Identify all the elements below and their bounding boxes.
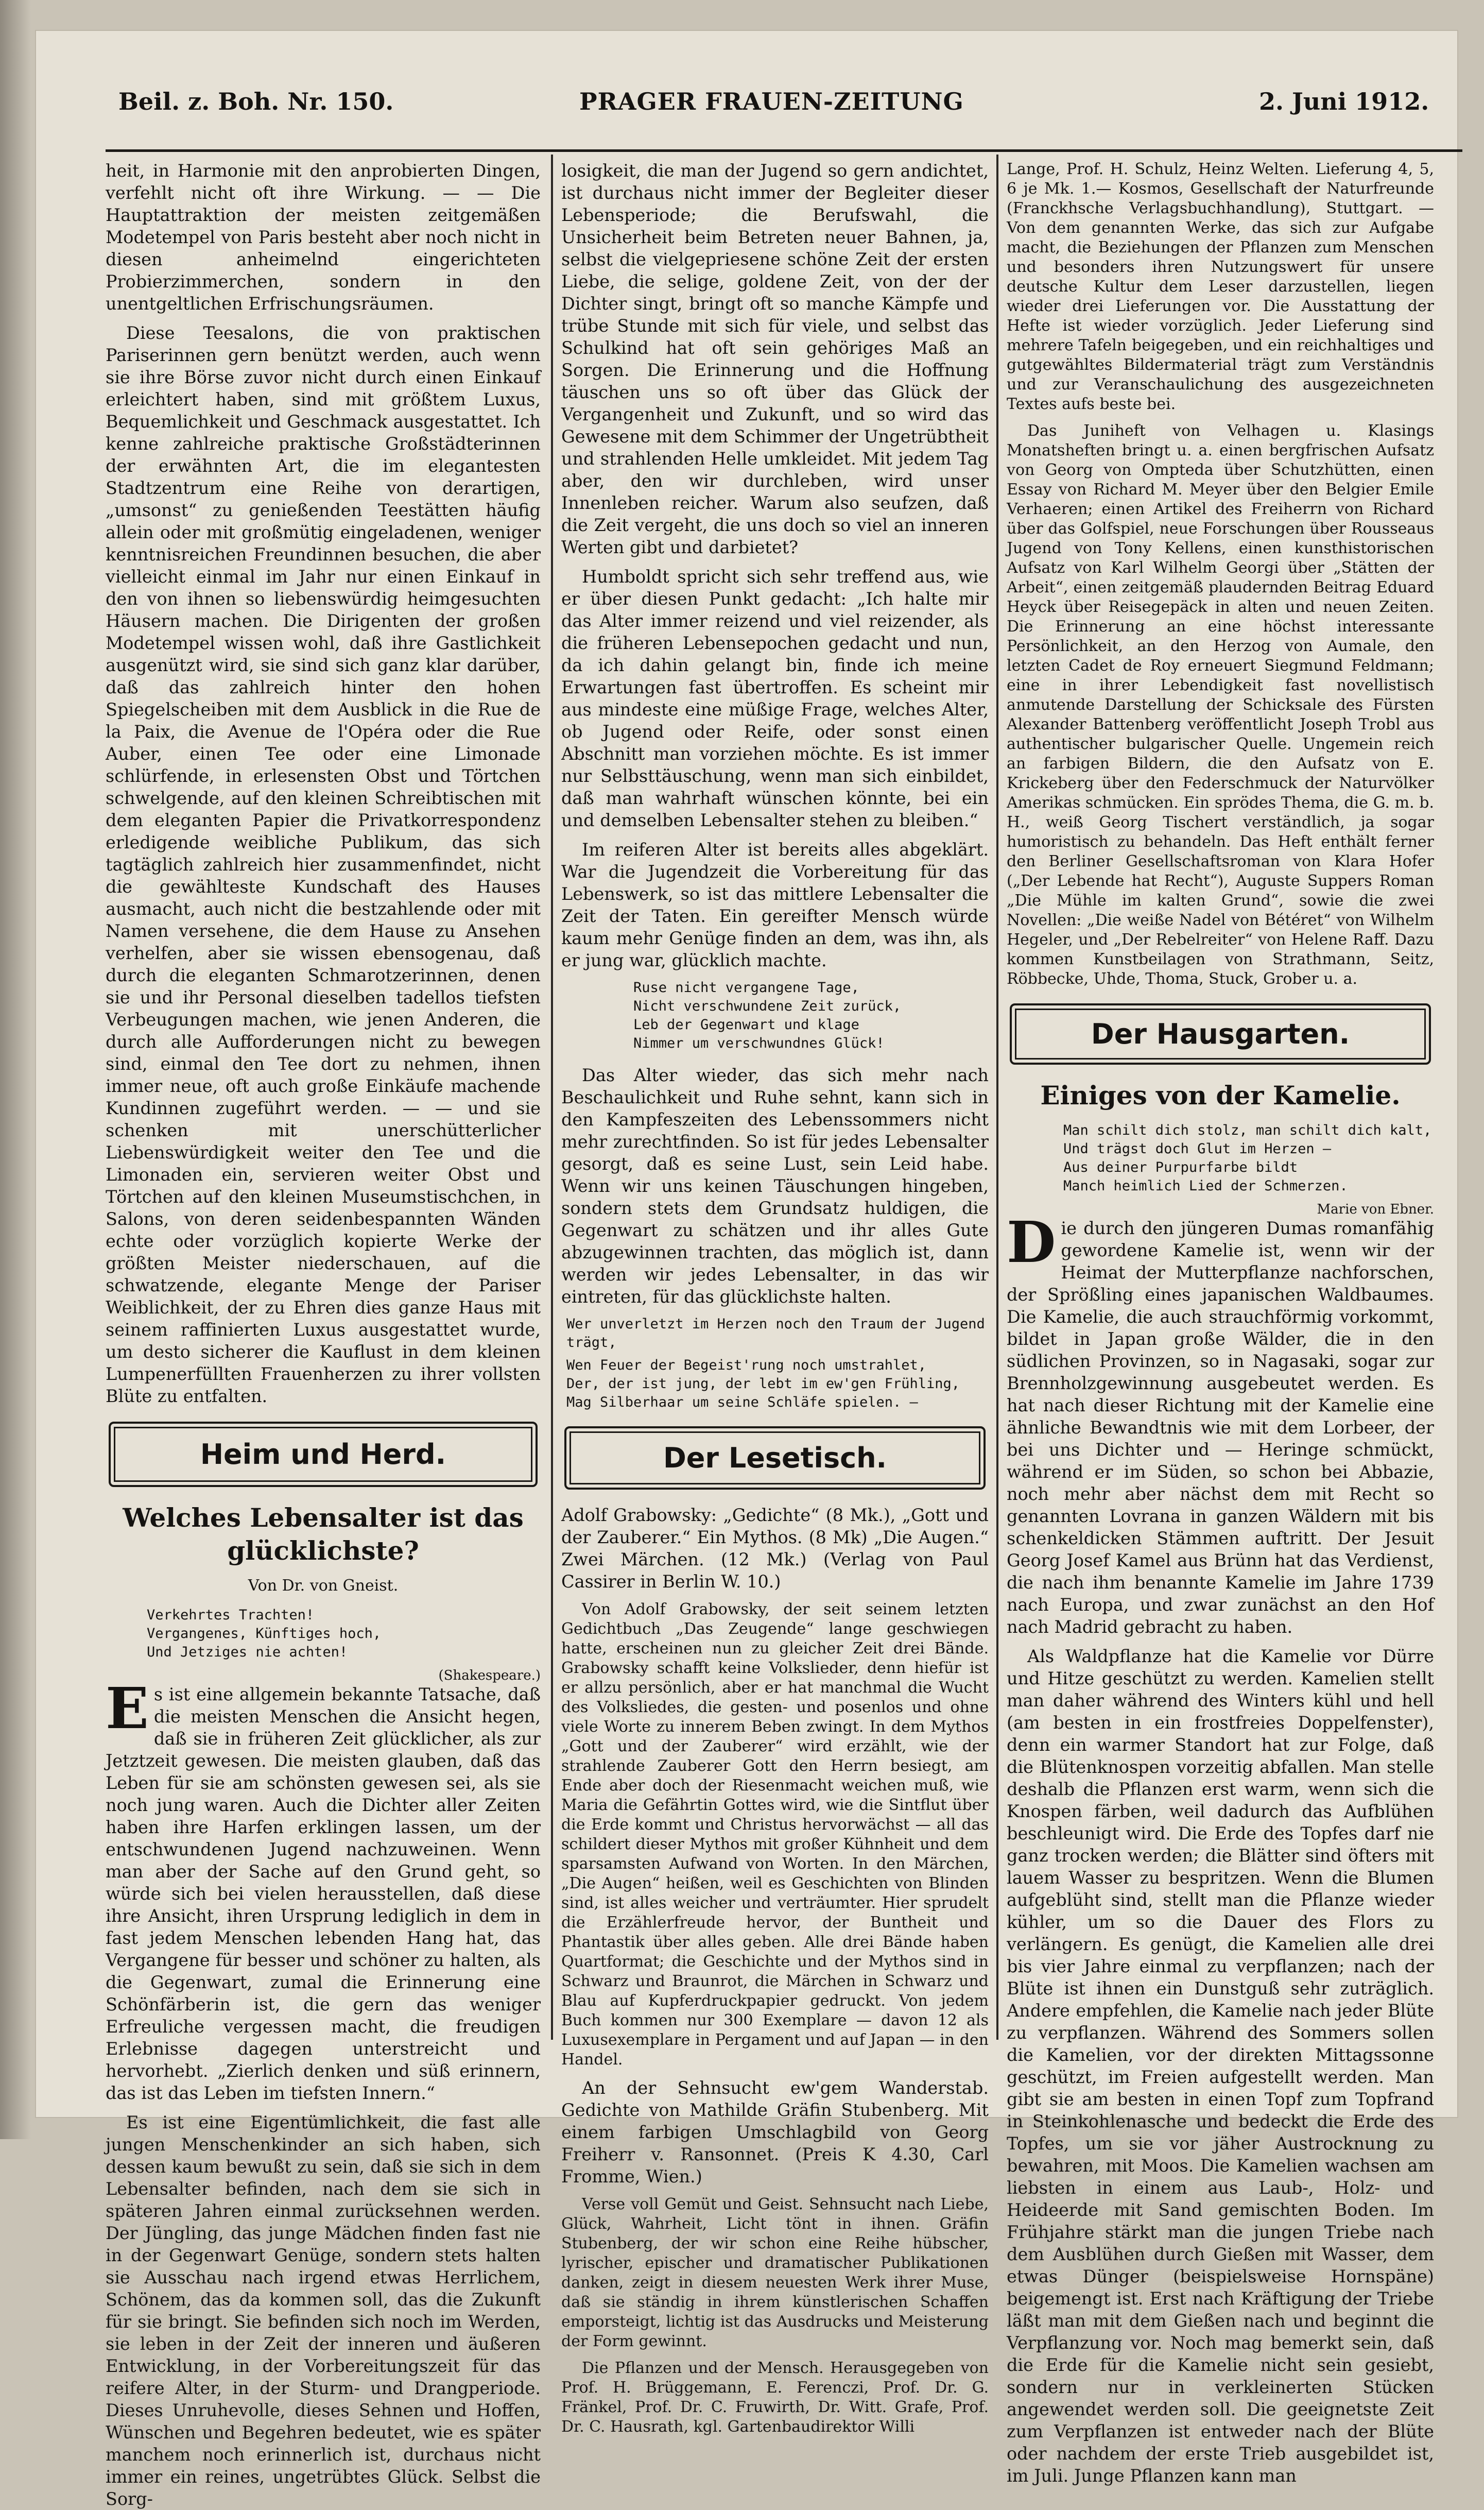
drop-cap: D bbox=[1007, 1209, 1056, 1275]
paragraph: Das Alter wieder, das sich mehr nach Beschaulichkeit und Ruhe sehnt, kann sich in den Kampfeszeiten des Lebenssommers nicht mehr zurechtfinden. So ist für jedes Lebensalter gesorgt, daß es seine Lust, sein Leid habe. Wenn wir uns keinen Täuschungen hingeben, sondern stets dem Grundsatz huldigen, die Gegenwart zu schätzen und ihr alles Gute abzugewinnen trachten, das möglich ist, dann werden wir jedes Lebensalter, in das wir eintreten, für das glücklichste halten. bbox=[561, 1065, 989, 1307]
section-heading-der-hausgarten: Der Hausgarten. bbox=[1010, 1003, 1431, 1065]
column-2 bbox=[561, 160, 989, 2436]
paragraph: Im reiferen Alter ist bereits alles abgeklärt. War die Jugendzeit die Vorbereitung für das Lebenswerk, so ist das mittlere Lebensalter die Zeit der Taten. Ein gereifter Mensch würde kaum mehr Genüge finden an dem, was ihn, als er jung war, glücklich machte. bbox=[561, 840, 989, 970]
paragraph: Die Pflanzen und der Mensch. Herausgegeben von Prof. H. Brüggemann, E. Ferenczi, Prof. Dr. G. Fränkel, Prof. Dr. C. Fruwirth, Dr. Witt. Grafe, Prof. Dr. C. Hausrath, kgl. Gartenbaudirektor Willi bbox=[561, 2359, 989, 2436]
epigraph-source: Marie von Ebner. bbox=[1317, 1202, 1434, 1217]
paragraph: Von Adolf Grabowsky, der seit seinem letzten Gedichtbuch „Das Zeugende“ lange geschwiegen hatte, erscheinen nun zu gleicher Zeit drei Bände. Grabowsky schafft keine Volkslieder, denn hiefür ist er allzu persönlich, aber er hat manchmal die Wucht des Volksliedes, die gesten- und posenlos und ohne viele Worte zu innerem Beben zwingt. In dem Mythos „Gott und der Zauberer“ wird erzählt, wie der strahlende Zauberer Gott den Herrn besiegt, am Ende aber doch der Riesenmacht weichen muß, wie Maria die Gefährtin Gottes wird, wie die Sintflut über die Erde kommt und Christus hervorwächst — all das schildert dieser Mythos mit großer Kühnheit und dem sparsamsten Aufwand von Worten. In den Märchen, „Die Augen“ heißen, weil es Geschichten von Blinden sind, ist alles weicher und verträumter. Hier sprudelt die Erzählerfreude hervor, der Buntheit und Phantastik über alles geben. Alle drei Bände haben Quartformat; die Geschichte und der Mythos sind in Schwarz und Braunrot, die Märchen in Schwarz und Blau auf Kupferdruckpapier gedruckt. Von jedem Buch kommen nur 300 Exemplare — davon 12 als Luxusexemplare in Pergament und auf Japan — in den Handel. bbox=[561, 1600, 989, 2069]
column-3 bbox=[1007, 160, 1434, 2486]
paragraph: heit, in Harmonie mit den anprobierten Dingen, verfehlt nicht oft ihre Wirkung. — — Die Hauptattraktion der meisten zeitgemäßen Modetempel von Paris besteht aber noch nicht in diesen anheimelnd eingerichteten Probierzimmerchen, sondern in den unentgeltlichen Erfrischungsräumen. bbox=[106, 161, 541, 314]
article-title: Einiges von der Kamelie. bbox=[1040, 1080, 1401, 1111]
epigraph-source: (Shakespeare.) bbox=[438, 1668, 541, 1683]
column-divider bbox=[996, 155, 998, 2040]
page-header bbox=[106, 88, 1460, 124]
section-heading-der-lesetisch: Der Lesetisch. bbox=[564, 1426, 986, 1490]
paragraph: Es ist eine Eigentümlichkeit, die fast alle jungen Menschenkinder an sich haben, sich dessen kaum bewußt zu sein, daß sie sich in dem Lebensalter befinden, nach dem sie sich in späteren Jahren einmal zurücksehnen werden. Der Jüngling, das junge Mädchen finden fast nie in der Gegenwart Genüge, sondern stets halten sie Ausschau nach irgend etwas Herrlichem, Schönem, das da kommen soll, das die Zukunft für sie bringt. Sie befinden sich noch im Werden, sie leben in der Zeit der inneren und äußeren Entwicklung, in der Vorbereitungszeit für das reifere Alter, in der Sturm- und Drangperiode. Dieses Unruhevolle, dieses Sehnen und Hoffen, Wünschen und Begehren bedeutet, wie es später manchem noch erinnerlich ist, durchaus nicht immer ein reines, ungetrübtes Glück. Selbst die Sorg- bbox=[106, 2112, 541, 2509]
article-byline: Von Dr. von Gneist. bbox=[248, 1577, 399, 1595]
epigraph: Man schilt dich stolz, man schilt dich kalt, Und trägst doch Glut im Herzen — Aus deiner Purpurfarbe bildt Manch heimlich Lied der Schmerzen. bbox=[1063, 1122, 1432, 1194]
scan-margin bbox=[0, 0, 31, 2139]
paragraph: ie durch den jüngeren Dumas romanfähig gewordene Kamelie ist, wenn wir der Heimat der Mutterpflanze nachforschen, der Sprößling eines japanischen Waldbaumes. Die Kamelie, die auch strauchförmig vorkommt, bildet in Japan große Wälder, die in den südlichen Provinzen, so in Nagasaki, sogar zur Brennholzgewinnung ausgebeutet werden. Es hat nach dieser Richtung mit der Kamelie eine ähnliche Bewandtnis wie mit dem Lorbeer, der bei uns Dichter und — Heringe schmückt, während er im Süden, so schon bei Abbazie, noch mehr aber nächst dem mit Recht so genannten Lovrana in ganzen Wäldern mit bis schenkeldicken Stämmen auftritt. Der Jesuit Georg Josef Kamel aus Brünn hat das Verdienst, die nach ihm benannte Kamelie im Jahre 1739 nach Europa, und zwar zunächst an den Hof nach Madrid gebracht zu haben. bbox=[1007, 1218, 1434, 1637]
paragraph: Lange, Prof. H. Schulz, Heinz Welten. Lieferung 4, 5, 6 je Mk. 1.— Kosmos, Gesellschaft der Naturfreunde (Franckhsche Verlagsbuchhandlung), Stuttgart. — Von dem genannten Werke, das sich zur Aufgabe macht, die Beziehungen der Pflanzen zum Menschen und besonders ihren Nutzungswert für unsere deutsche Kultur dem Leser darzustellen, liegen wieder drei Lieferungen vor. Die Ausstattung der Hefte ist wieder vorzüglich. Jeder Lieferung sind mehrere Tafeln beigegeben, und ein reichhaltiges und gutgewähltes Bildermaterial trägt zum Verständnis und zur Veranschaulichung des ausgezeichneten Textes aufs beste bei. bbox=[1007, 160, 1434, 413]
column-divider bbox=[551, 155, 553, 2040]
drop-cap: E bbox=[106, 1675, 149, 1741]
epigraph: Verkehrtes Trachten! Vergangenes, Künftiges hoch, Und Jetziges nie achten! bbox=[147, 1607, 382, 1660]
verse: Ruse nicht vergangene Tage, Nicht verschwundene Zeit zurück, Leb der Gegenwart und klage Nimmer um verschwundnes Glück! bbox=[633, 980, 902, 1051]
paragraph: Adolf Grabowsky: „Gedichte“ (8 Mk.), „Gott und der Zauberer.“ Ein Mythos. (8 Mk) „Die Augen.“ Zwei Märchen. (12 Mk.) (Verlag von Paul Cassirer in Berlin W. 10.) bbox=[561, 1505, 989, 1592]
paragraph: Humboldt spricht sich sehr treffend aus, wie er über diesen Punkt gedacht: „Ich halte mir das Alter immer reizend und viel reizender, als die früheren Lebensepochen gedacht und nun, da ich dahin gelangt bin, finde ich meine Erwartungen fast übertroffen. Es scheint mir aus mindeste eine müßige Frage, welches Alter, ob Jugend oder Reife, oder sonst einen Abschnitt man vorziehen möchte. Es ist immer nur Selbsttäuschung, wenn man sich einbildet, daß man wahrhaft wünschen könnte, bei ein und demselben Lebensalter stehen zu bleiben.“ bbox=[561, 567, 989, 830]
paragraph: losigkeit, die man der Jugend so gern andichtet, ist durchaus nicht immer der Begleiter dieser Lebensperiode; die Berufswahl, die Unsicherheit beim Betreten neuer Bahnen, ja, selbst die vielgepriesene schöne Zeit der ersten Liebe, die selige, goldene Zeit, von der der Dichter singt, bringt oft so manche Kämpfe und trübe Stunde mit sich für viele, und selbst das Schulkind hat oft sein gehöriges Maß an Sorgen. Die Erinnerung und die Hoffnung täuschen uns so oft über das Glück der Vergangenheit und Zukunft, und so wird das Gewesene mit dem Schimmer der Ungetrübtheit und strahlenden Helle umkleidet. Mit jedem Tag aber, den wir durchleben, wird unser Innenleben reicher. Warum also seufzen, daß die Zeit vergeht, die uns doch so viel an inneren Werten gibt und darbietet? bbox=[561, 161, 989, 557]
paragraph: Als Waldpflanze hat die Kamelie vor Dürre und Hitze geschützt zu werden. Kamelien stellt man daher während des Winters kühl und hell (am besten in ein frostfreies Doppelfenster), denn ein warmer Standort hat zur Folge, daß die Blütenknospen vorzeitig abfallen. Man stelle deshalb die Pflanzen erst warm, wenn sich die Knospen färben, weil dadurch das Aufblühen beschleunigt wird. Die Erde des Topfes darf nie ganz trocken werden; die Blätter sind öfters mit lauem Wasser zu bespritzen. Wenn die Blumen aufgeblüht sind, stellt man die Pflanze wieder kühler, um so die Dauer des Flors zu verlängern. Es genügt, die Kamelien alle drei bis vier Jahre einmal zu verpflanzen; nach der Blüte ist ihnen ein Dunstguß sehr zuträglich. Andere empfehlen, die Kamelie nach jeder Blüte zu verpflanzen. Während des Sommers sollen die Kamelien, vor der direkten Mittagssonne geschützt, im Freien aufgestellt werden. Man gibt sie am besten in einen Topf zum Topfrand in Steinkohlenasche und bedeckt die Erde des Topfes, um sie vor jäher Austrocknung zu bewahren, mit Moos. Die Kamelien wachsen am liebsten in einem aus Laub-, Holz- und Heideerde mit Sand gemischten Boden. Im Frühjahre stärkt man die jungen Triebe nach dem Ausblühen durch Gießen mit Wasser, dem etwas Dünger (beispielsweise Hornspäne) beigemengt ist. Erst nach Kräftigung der Triebe läßt man mit dem Gießen nach und beginnt die Verpflanzung vor. Noch mag bemerkt sein, daß die Erde für die Kamelie nicht sein gesiebt, sondern nur in verkleinerten Stücken angewendet werden soll. Die geeignetste Zeit zum Verpflanzen ist entweder nach der Blüte oder nachdem der erste Trieb ausgebildet ist, im Juli. Junge Pflanzen kann man bbox=[1007, 1646, 1434, 2486]
section-heading-heim-und-herd: Heim und Herd. bbox=[109, 1422, 538, 1487]
paragraph: s ist eine allgemein bekannte Tatsache, daß die meisten Menschen die Ansicht hegen, daß sie in früheren Zeit glücklicher, als zur Jetztzeit gewesen. Die meisten glauben, daß das Leben für sie am schönsten gewesen sei, als sie noch jung waren. Auch die Dichter aller Zeiten haben ihre Harfen erklingen lassen, um der entschwundenen Jugend nachzuweinen. Wenn man aber der Sache auf den Grund geht, so würde sich bei vielen herausstellen, daß diese ihre Ansicht, ihren Ursprung lediglich in dem in fast jedem Menschen lebenden Hang hat, das Vergangene für besser und schöner zu halten, als die Gegenwart, zumal die Erinnerung eine Schönfärberin ist, die gern das weniger Erfreuliche vergessen macht, die freudigen Erlebnisse dagegen unterstreicht und hervorhebt. „Zierlich denken und süß erinnern, das ist das Leben im tiefsten Innern.“ bbox=[106, 1684, 541, 2103]
header-issue: Beil. z. Boh. Nr. 150. bbox=[118, 88, 394, 115]
header-date: 2. Juni 1912. bbox=[1259, 88, 1429, 115]
header-masthead: PRAGER FRAUEN-ZEITUNG bbox=[579, 88, 964, 115]
article-title: Welches Lebensalter ist das glücklichste? bbox=[123, 1502, 524, 1566]
verse: Wen Feuer der Begeist'rung noch umstrahlet, Der, der ist jung, der lebt im ew'gen Frühling, Mag Silberhaar um seine Schläfe spielen. — bbox=[566, 1357, 960, 1410]
paragraph: Diese Teesalons, die von praktischen Pariserinnen gern benützt werden, auch wenn sie ihre Börse zuvor nicht durch einen Einkauf erleichtert haben, sind mit größtem Luxus, Bequemlichkeit und Geschmack ausgestattet. Ich kenne zahlreiche praktische Großstädterinnen der erwähnten Art, die im elegantesten Stadtzentrum eine Reihe von derartigen, „umsonst“ zu genießenden Teestätten häufig allein oder mit großmütig eingeladenen, weniger kenntnisreichen Freundinnen besuchen, die aber vielleicht einmal im Jahr nur einen Einkauf in den von ihnen so liebenswürdig heimgesuchten Häusern machen. Die Dirigenten der großen Modetempel wissen wohl, daß ihre Gastlichkeit ausgenützt wird, sie sind sich ganz klar darüber, daß das zahlreich hinter den hohen Spiegelscheiben mit dem Ausblick in die Rue de la Paix, die Avenue de l'Opéra oder die Rue Auber, einen Tee oder eine Limonade schlürfende, in erlesensten Obst und Törtchen schwelgende, auf den kleinen Schreibtischen mit dem eleganten Papier die Privatkorrespondenz erledigende weibliche Publikum, das sich tagtäglich zahlreich hier zusammenfindet, nicht die gewählteste Kundschaft des Hauses ausmacht, auch nicht die bestzahlende oder mit Namen versehene, die dem Hause zu Ansehen verhelfen, aber sie wissen ebensogenau, daß durch die eleganten Schmarotzerinnen, denen sie und ihr Personal dieselben tadellos tiefsten Verbeugungen machen, wie jenen Anderen, die durch alle Aufforderungen nicht zu bewegen sind, einmal den Tee dort zu nehmen, ihnen immer neue, oft auch große Einkäufe machende Kundinnen zugeführt werden. — — und sie schenken mit unerschütterlicher Liebenswürdigkeit weiter den Tee und die Limonaden ein, servieren weiter Obst und Törtchen auf den kleinen Museumstischchen, in Salons, von deren seidenbespannten Wänden echte oder vorzüglich kopierte Werke der größten Meister niederschauen, auf die schwatzende, elegante Menge der Pariser Weiblichkeit, der zu Ehren dies ganze Haus mit seinem raffinierten Luxus ausgestattet wurde, um desto sicherer die Kauflust in dem kleinen Lumpenerfüllten Frauenherzen zu ihrer vollsten Blüte zu entfalten. bbox=[106, 323, 541, 1406]
column-1 bbox=[106, 160, 541, 2509]
paragraph: Das Juniheft von Velhagen u. Klasings Monatsheften bringt u. a. einen bergfrischen Aufsatz von Georg von Ompteda über Schutzhütten, einen Essay von Richard M. Meyer über den Belgier Emile Verhaeren; einen Artikel des Freiherrn von Richard über das Golfspiel, neue Forschungen über Rousseaus Jugend von Tony Kellens, einen kunsthistorischen Aufsatz von Karl Wilhelm Georgi über „Stätten der Arbeit“, einen zeitgemäß plaudernden Beitrag Eduard Heyck über Reisegepäck in alten und neuen Zeiten. Die Erinnerung an eine höchst interessante Persönlichkeit, an den Herzog von Aumale, den letzten Cadet de Roy erneuert Siegmund Feldmann; eine in ihrer Lebendigkeit fast novellistisch anmutende Darstellung der Schicksale des Fürsten Alexander Battenberg veröffentlicht Joseph Trobl aus authentischer bulgarischer Quelle. Ungemein reich an farbigen Bildern, die den Aufsatz von E. Krickeberg über den Federschmuck der Naturvölker Amerikas schmücken. Ein sprödes Thema, die G. m. b. H., weiß Georg Tischert verständlich, ja sogar humoristisch zu behandeln. Das Heft enthält ferner den Berliner Gesellschaftsroman von Klara Hofer („Der Lebende hat Recht“), Auguste Suppers Roman „Die Mühle im kalten Grund“, sowie die zwei Novellen: „Die weiße Nadel von Bétéret“ von Wilhelm Hegeler, und „Der Rebelreiter“ von Helene Raff. Dazu kommen Kunstbeilagen von Strathmann, Seitz, Röbbecke, Uhde, Thoma, Stuck, Grober u. a. bbox=[1007, 422, 1434, 988]
paragraph: Verse voll Gemüt und Geist. Sehnsucht nach Liebe, Glück, Wahrheit, Licht tönt in ihnen. Gräfin Stubenberg, der wir schon eine Reihe hübscher, lyrischer, epischer und dramatischer Publikationen danken, zeigt in diesem neuesten Werk ihrer Muse, daß sie ständig in ihrem künstlerischen Schaffen emporsteigt, lichtig ist das Ausdrucks und Meisterung der Form gewinnt. bbox=[561, 2195, 989, 2350]
paragraph: An der Sehnsucht ew'gem Wanderstab. Gedichte von Mathilde Gräfin Stubenberg. Mit einem farbigen Umschlagbild von Georg Freiherr v. Ransonnet. (Preis K 4.30, Carl Fromme, Wien.) bbox=[561, 2078, 989, 2187]
verse-line: Wer unverletzt im Herzen noch den Traum der Jugend trägt, bbox=[566, 1316, 985, 1351]
header-rule bbox=[106, 149, 1462, 152]
